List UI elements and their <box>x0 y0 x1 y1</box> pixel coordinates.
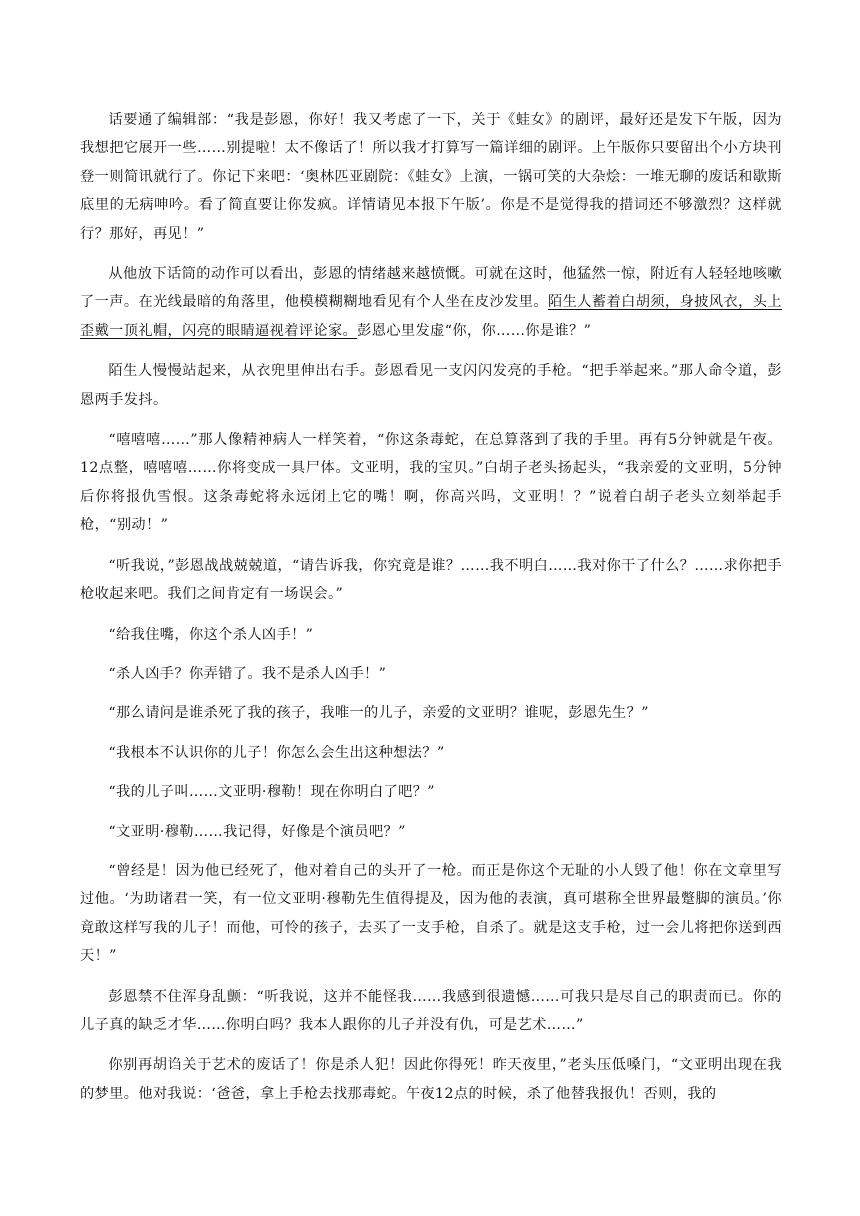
paragraph-10: “我的儿子叫……文亚明·穆勒！现在你明白了吧？” <box>108 784 435 801</box>
paragraph-2 <box>80 260 782 345</box>
underlined-sentence: 陌生人蓄着白胡须，身披风衣，头上歪戴一顶礼帽，闪亮的眼睛逼视着评论家。 <box>80 294 782 339</box>
paragraph-2-text-before: 从他放下话筒的动作可以看出，彭恩的情绪越来越愤慨。可就在这时，他猛然一惊，附近有人轻轻地咳嗽了一声。在光线最暗的角落里，他模模糊糊地看见有个人坐在皮沙发里。 <box>80 266 782 311</box>
paragraph-6: “给我住嘴，你这个杀人凶手！” <box>108 626 314 643</box>
paragraph-12: “曾经是！因为他已经死了，他对着自己的头开了一枪。而正是你这个无耻的小人毁了他！你在文章里写过他。‘为助诸君一笑，有一位文亚明·穆勒先生值得提及，因为他的表演，真可堪称全世界最蹩脚的演员。’你竟敢这样写我的儿子！而他，可怜的孩子，去买了一支手枪，自杀了。就是这支手枪，过一会儿将把你送到西天！” <box>80 862 782 965</box>
paragraph-3: 陌生人慢慢站起来，从衣兜里伸出右手。彭恩看见一支闪闪发亮的手枪。“把手举起来。”那人命令道，彭恩两手发抖。 <box>80 363 782 408</box>
paragraph-9: “我根本不认识你的儿子！你怎么会生出这种想法？” <box>108 744 445 761</box>
paragraph-11: “文亚明·穆勒……我记得，好像是个演员吧？” <box>108 823 406 840</box>
paragraph-5: “听我说，”彭恩战战兢兢道，“请告诉我，你究竟是谁？……我不明白……我对你干了什么？……求你把手枪收起来吧。我们之间肯定有一场误会。” <box>80 557 782 603</box>
paragraph-2-text-after: 彭恩心里发虚“你，你……你是谁？” <box>357 322 592 339</box>
paragraph-4: “嘻嘻嘻……”那人像精神病人一样笑着，“你这条毒蛇，在总算落到了我的手里。再有5分钟就是午夜。12点整，嘻嘻嘻……你将变成一具尸体。文亚明，我的宝贝。”白胡子老头扬起头，“我亲爱的文亚明，5分钟后你将报仇雪恨。这条毒蛇将永远闭上它的嘴！啊，你高兴吗，文亚明！？”说着白胡子老头立刻举起手枪，“别动！” <box>80 432 782 534</box>
paragraph-8: “那么请问是谁杀死了我的孩子，我唯一的儿子，亲爱的文亚明？谁呢，彭恩先生？” <box>108 705 649 722</box>
paragraph-14: 你别再胡诌关于艺术的废话了！你是杀人犯！因此你得死！昨天夜里，”老头压低嗓门，“文亚明出现在我的梦里。他对我说：‘爸爸，拿上手枪去找那毒蛇。午夜12点的时候，杀了他替我报仇！否则，我的 <box>80 1057 782 1102</box>
paragraph-13: 彭恩禁不住浑身乱颤：“听我说，这并不能怪我……我感到很遗憾……可我只是尽自己的职责而已。你的儿子真的缺乏才华……你明白吗？我本人跟你的儿子并没有仇，可是艺术……” <box>80 988 782 1033</box>
paragraph-1: 话要通了编辑部：“我是彭恩，你好！我又考虑了一下，关于《蛙女》的剧评，最好还是发下午版，因为我想把它展开一些……别提啦！太不像话了！所以我才打算写一篇详细的剧评。上午版你只要留出个小方块刊登一则简讯就行了。你记下来吧：‘奥林匹亚剧院：《蛙女》上演，一锅可笑的大杂烩：一堆无聊的废话和歇斯底里的无病呻吟。看了简直要让你发疯。详情请见本报下午版’。你是不是觉得我的措词还不够激烈？这样就行？那好，再见！” <box>80 112 782 242</box>
paragraph-7: “杀人凶手？你弄错了。我不是杀人凶手！” <box>108 665 387 682</box>
